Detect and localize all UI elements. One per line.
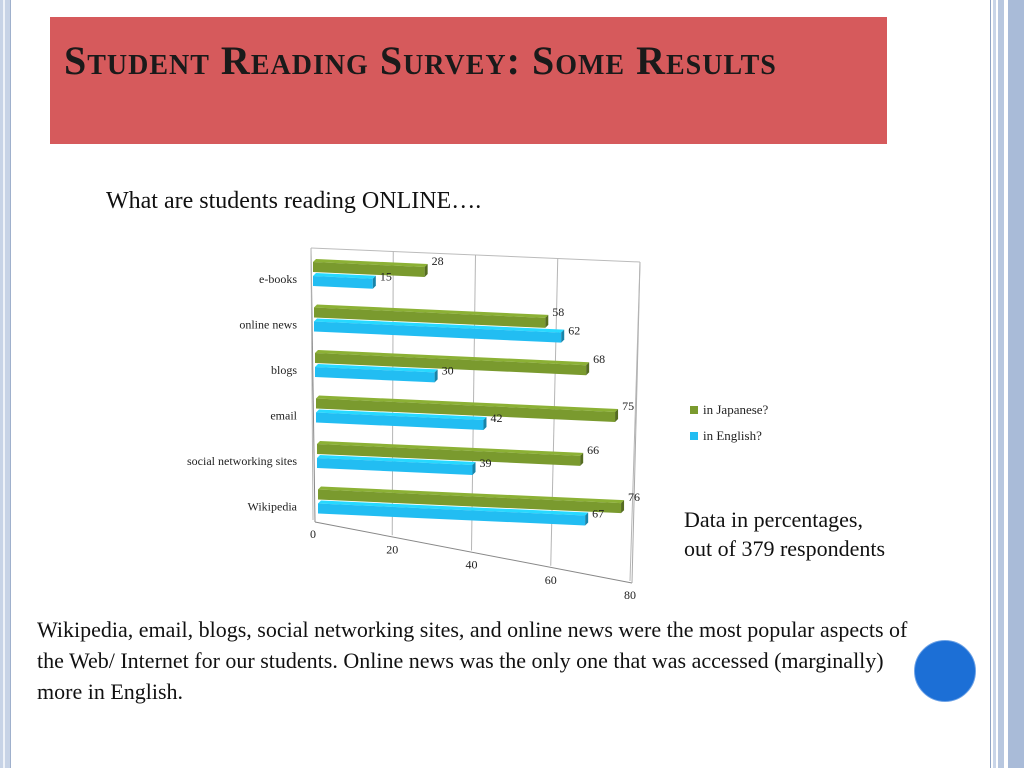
chart-legend — [690, 397, 768, 449]
value-label-japanese: 76 — [628, 490, 641, 505]
data-note-line1: Data in percentages, — [684, 507, 863, 532]
legend-label-japanese: in Japanese? — [703, 402, 769, 417]
value-label-japanese: 28 — [431, 254, 444, 269]
category-label: Wikipedia — [247, 499, 297, 514]
slide-title: Student Reading Survey: Some Results — [64, 38, 777, 83]
legend-item-japanese — [690, 397, 768, 423]
category-label: blogs — [270, 363, 297, 377]
legend-swatch-english — [690, 432, 698, 440]
category-label: e-books — [259, 272, 297, 286]
legend-label-english: in English? — [703, 428, 762, 443]
legend-swatch-japanese — [690, 406, 698, 414]
category-label: social networking sites — [187, 454, 297, 468]
gridline-80 — [630, 262, 640, 581]
data-note — [684, 505, 984, 563]
category-label: email — [270, 408, 297, 423]
value-label-japanese: 58 — [552, 304, 565, 319]
value-label-english: 62 — [568, 323, 581, 338]
value-label-japanese: 75 — [622, 398, 635, 413]
value-label-english: 67 — [592, 506, 605, 521]
category-label: online news — [239, 317, 297, 332]
chart-caption: What are students reading ONLINE…. — [106, 188, 482, 214]
x-tick-label-80: 80 — [624, 588, 636, 602]
value-label-english: 42 — [490, 411, 503, 426]
value-label-japanese: 68 — [593, 352, 606, 367]
value-label-english: 39 — [479, 455, 492, 470]
value-label-japanese: 66 — [587, 442, 600, 457]
legend-item-english — [690, 423, 768, 449]
value-label-english: 15 — [379, 269, 392, 284]
x-tick-label-60: 60 — [544, 572, 557, 587]
decorative-circle — [914, 640, 976, 702]
x-tick-label-40: 40 — [465, 557, 478, 572]
summary-text: Wikipedia, email, blogs, social networking sites, and online news were the most popular aspects of the Web/ Internet for our students. Online news was the only one that was accessed (marginally) more in English. — [37, 617, 908, 704]
x-tick-label-0: 0 — [310, 527, 316, 541]
chart-floor-front — [315, 522, 632, 583]
data-note-line2: out of 379 respondents — [684, 536, 886, 561]
value-label-english: 30 — [441, 363, 454, 378]
x-tick-label-20: 20 — [386, 542, 399, 557]
